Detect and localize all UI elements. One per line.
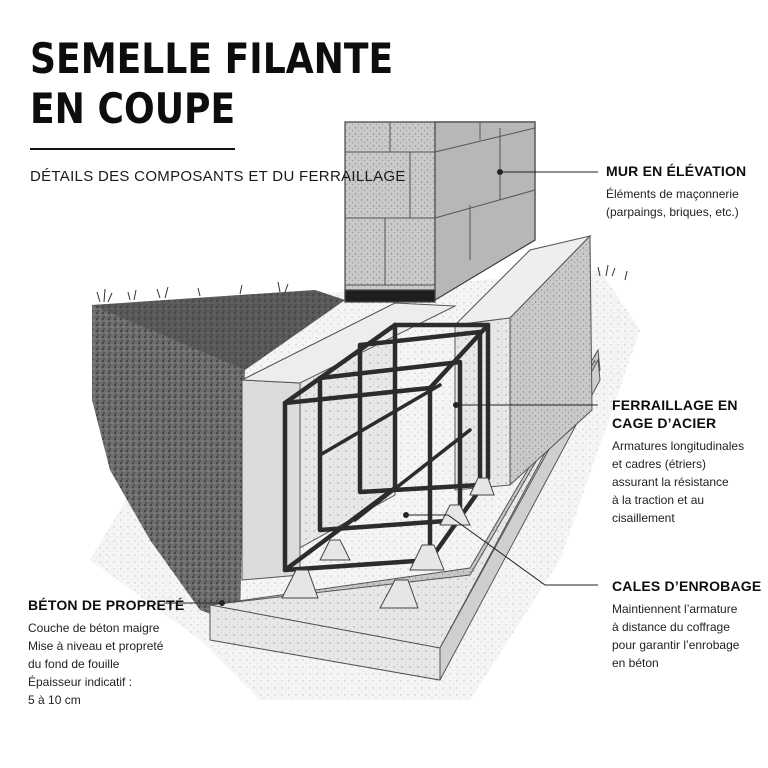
callout-rebar-text-5: cisaillement <box>612 511 675 525</box>
title-line-1: SEMELLE FILANTE <box>30 34 394 83</box>
callout-rebar-heading <box>612 396 766 432</box>
callout-spacers <box>612 577 766 672</box>
callout-wall-text-2: (parpaings, briques, etc.) <box>606 205 739 219</box>
callout-rebar <box>612 396 766 527</box>
title-line-2: EN COUPE <box>30 84 236 133</box>
callout-wall-heading: MUR EN ÉLÉVATION <box>606 163 747 179</box>
subtitle-line-1: DÉTAILS DES COMPOSANTS <box>30 168 244 185</box>
callout-rebar-heading-1: FERRAILLAGE EN <box>612 397 738 413</box>
callout-rebar-text-2: et cadres (étriers) <box>612 457 707 471</box>
callout-blinding-text-4: Épaisseur indicatif : <box>28 675 133 689</box>
callout-blinding-text-1: Couche de béton maigre <box>28 621 160 635</box>
callout-blinding-text-3: du fond de fouille <box>28 657 120 671</box>
callout-blinding <box>28 596 198 709</box>
page-subtitle <box>30 166 406 187</box>
callout-wall-text-1: Éléments de maçonnerie <box>606 187 739 201</box>
callout-wall <box>606 162 766 221</box>
title-divider <box>30 148 235 150</box>
callout-rebar-text-4: à la traction et au <box>612 493 705 507</box>
callout-blinding-heading: BÉTON DE PROPRETÉ <box>28 597 185 613</box>
callout-spacers-text-3: pour garantir l’enrobage <box>612 638 740 652</box>
callout-spacers-heading: CALES D’ENROBAGE <box>612 578 762 594</box>
callout-blinding-text-2: Mise à niveau et propreté <box>28 639 164 653</box>
callout-blinding-text-5: 5 à 10 cm <box>28 693 81 707</box>
callout-spacers-text-4: en béton <box>612 656 659 670</box>
callout-rebar-text-1: Armatures longitudinales <box>612 439 745 453</box>
subtitle-line-2: ET DU FERRAILLAGE <box>248 168 406 185</box>
callout-spacers-text-2: à distance du coffrage <box>612 620 730 634</box>
callout-rebar-text-3: assurant la résistance <box>612 475 729 489</box>
callout-spacers-text-1: Maintiennent l’armature <box>612 602 738 616</box>
callout-rebar-heading-2: CAGE D’ACIER <box>612 415 717 431</box>
page-title <box>30 34 393 134</box>
